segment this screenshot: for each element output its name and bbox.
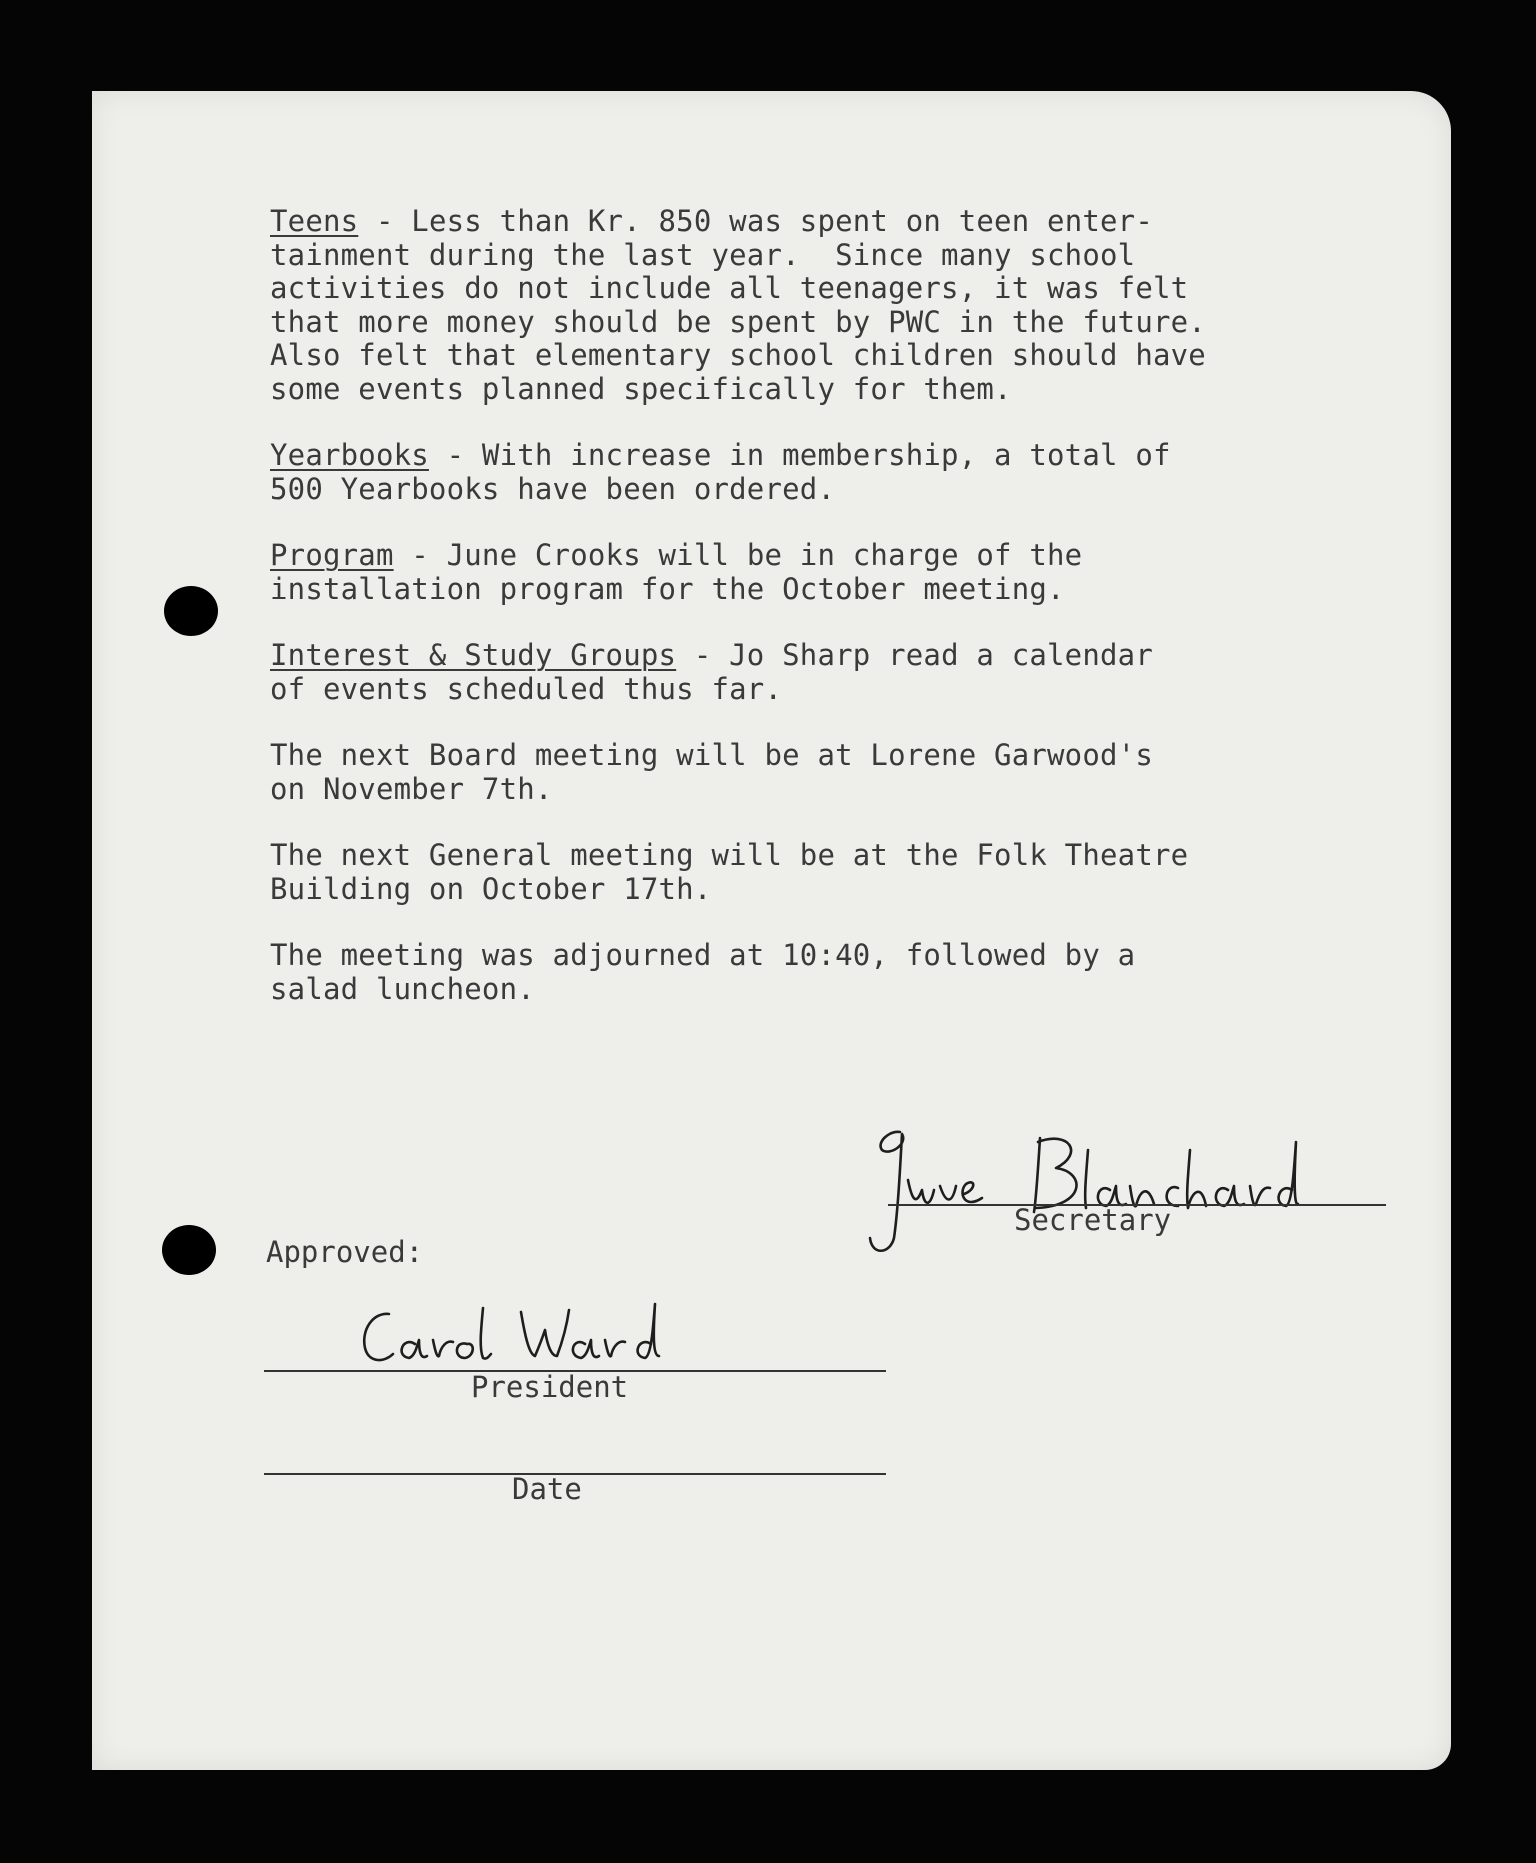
heading-program: Program (270, 538, 394, 572)
paragraph-adjourned-text: The meeting was adjourned at 10:40, followed by a salad luncheon. (270, 938, 1136, 1006)
secretary-label: Secretary (1014, 1203, 1172, 1237)
approved-label: Approved: (266, 1235, 424, 1269)
paragraph-board-meeting (270, 739, 1400, 806)
president-label: President (471, 1370, 629, 1404)
heading-interest-groups: Interest & Study Groups (270, 638, 677, 672)
paragraph-general-meeting (270, 839, 1400, 906)
minutes-body (270, 205, 1400, 1039)
paragraph-board-meeting-text: The next Board meeting will be at Lorene Garwood's on November 7th. (270, 738, 1153, 806)
president-signature (355, 1300, 685, 1380)
paragraph-adjourned (270, 939, 1400, 1006)
paragraph-teens-text: - Less than Kr. 850 was spent on teen enter- tainment during the last year. Since many school activities do not include all teenagers, it was felt that more money should be spent by PWC in the future. Also felt that elementary school children should have some events planned specifically for them. (270, 204, 1206, 406)
paragraph-program (270, 539, 1400, 606)
paragraph-interest-groups (270, 639, 1400, 706)
paragraph-yearbooks-text: - With increase in membership, a total of 500 Yearbooks have been ordered. (270, 438, 1171, 506)
heading-teens: Teens (270, 204, 359, 238)
date-label: Date (512, 1472, 582, 1506)
paragraph-yearbooks (270, 439, 1400, 506)
paragraph-program-text: - June Crooks will be in charge of the installation program for the October meeting. (270, 538, 1083, 606)
punch-hole-bottom (162, 1225, 216, 1275)
paragraph-teens (270, 205, 1400, 406)
paragraph-interest-groups-text: - Jo Sharp read a calendar of events scheduled thus far. (270, 638, 1153, 706)
paragraph-general-meeting-text: The next General meeting will be at the Folk Theatre Building on October 17th. (270, 838, 1189, 906)
punch-hole-top (164, 586, 218, 636)
secretary-signature (860, 1120, 1300, 1260)
heading-yearbooks: Yearbooks (270, 438, 429, 472)
